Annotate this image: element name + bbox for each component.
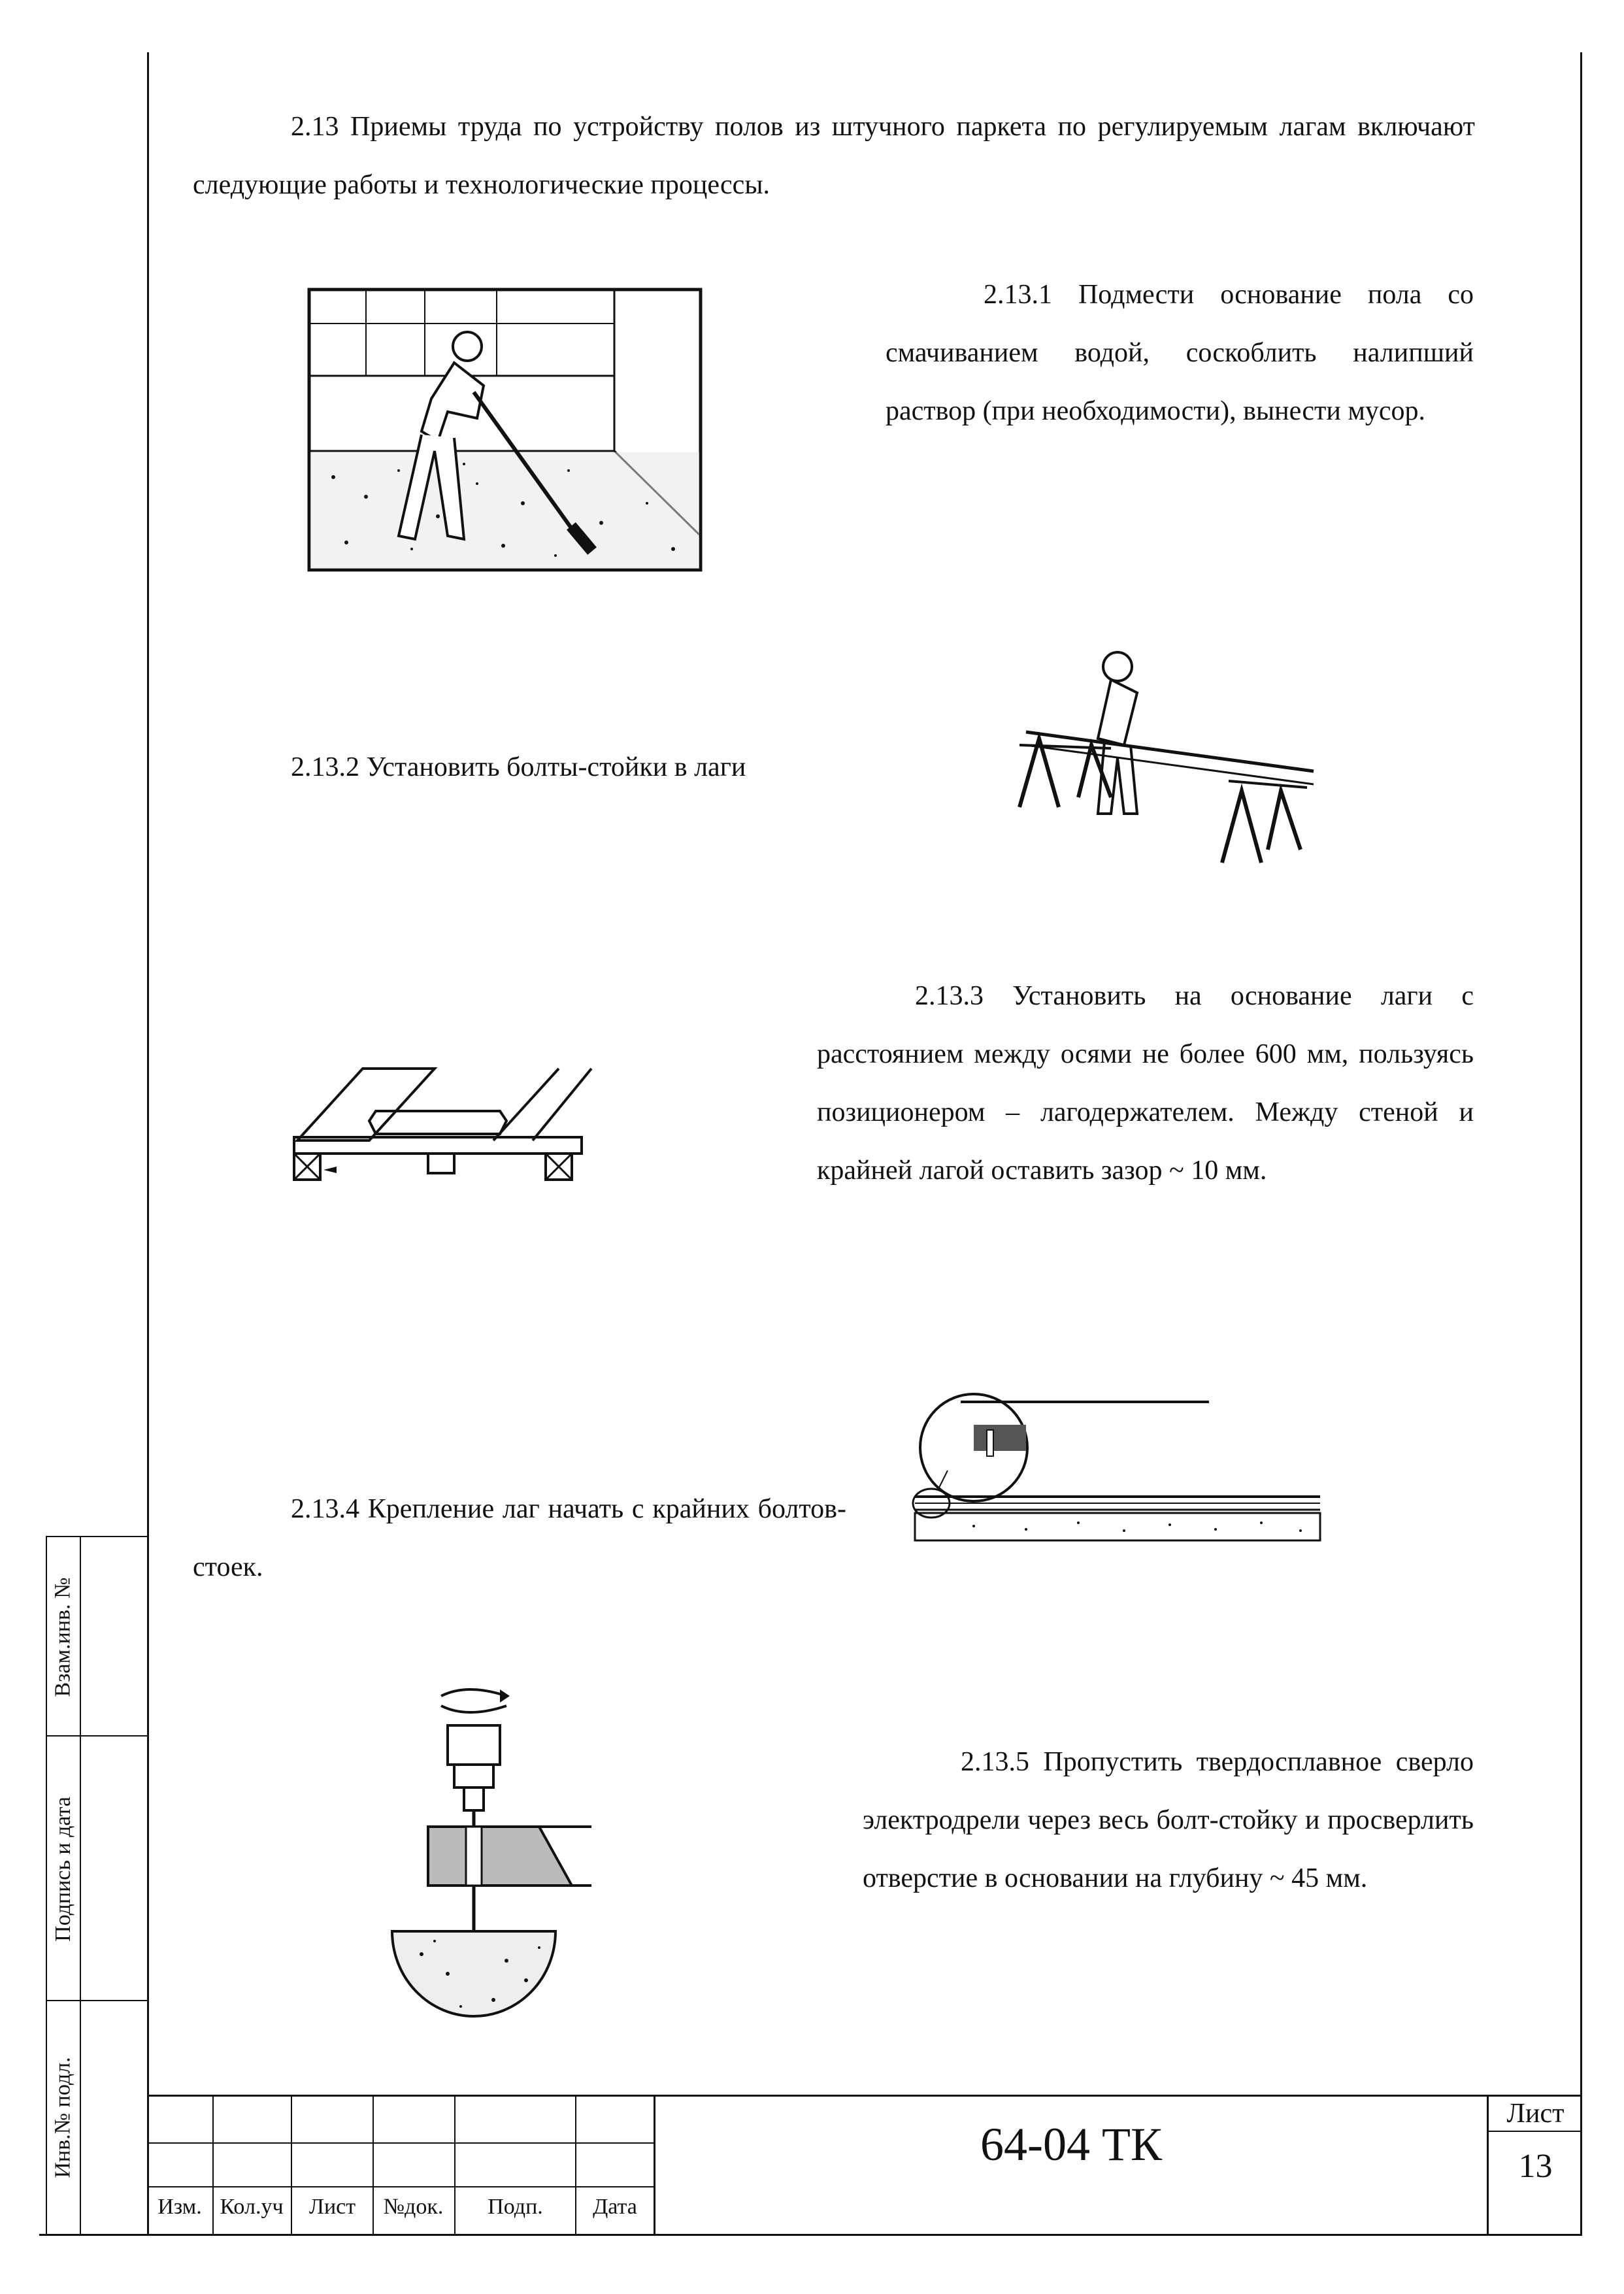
side-stamp-divider-2: [46, 2000, 148, 2001]
step-1-text: 2.13.1 Подмести основание пола со смачиванием водой, соскоблить налипший раствор (при необходимости), вынести мусор.: [886, 280, 1474, 426]
sheet-label: Лист: [1506, 2099, 1565, 2129]
frame-bottom-border: [39, 2234, 1582, 2236]
sheet-number: 13: [1518, 2148, 1553, 2185]
side-stamp-inv: Инв.№ подл.: [51, 2057, 76, 2178]
side-stamp-vzam: Взам.инв. №: [51, 1577, 76, 1697]
worker-sweeping-floor-illustration: [307, 288, 703, 572]
joist-section-illustration: [908, 1392, 1327, 1555]
joist-positioner-illustration: [284, 1056, 614, 1186]
step-5-text: 2.13.5 Пропустить твердосплавное сверло электродрели через весь болт-стойку и просверлить отверстие в основании на глубину ~ 45 мм.: [863, 1747, 1474, 1893]
step-3-text: 2.13.3 Установить на основание лаги с расстоянием между осями не более 600 мм, пользуясь позиционером – лагодержателем. Между стеной и крайней лагой оставить зазор ~ 10 мм.: [817, 981, 1474, 1186]
title-block-top-line: [147, 2095, 1582, 2097]
document-code: 64-04 ТК: [980, 2118, 1162, 2170]
column-izm: Изм.: [157, 2195, 202, 2219]
side-stamp-top-line: [46, 1536, 148, 1537]
column-podp: Подп.: [488, 2195, 543, 2219]
column-list: Лист: [308, 2195, 356, 2219]
column-ndok: №док.: [383, 2195, 444, 2219]
drill-through-bolt-illustration: [382, 1680, 598, 2029]
intro-paragraph: 2.13 Приемы труда по устройству полов из штучного паркета по регулируемым лагам включают следующие работы и технологические процессы.: [193, 112, 1475, 200]
column-kol-uch: Кол.уч: [220, 2195, 284, 2219]
title-block-row-line-1: [147, 2142, 654, 2144]
step-2-text: 2.13.2 Установить болты-стойки в лаги: [291, 752, 746, 782]
frame-left-border: [147, 52, 149, 2235]
side-stamp-divider-1: [46, 1735, 148, 1737]
worker-at-sawhorses-illustration: [1006, 640, 1327, 873]
step-4-text: 2.13.4 Крепление лаг начать с крайних болтов-стоек.: [193, 1494, 846, 1582]
side-stamp-podpis: Подпись и дата: [51, 1797, 75, 1942]
title-block-row-line-2: [147, 2186, 654, 2187]
frame-right-border: [1580, 52, 1582, 2235]
title-block-sheet-line: [1487, 2131, 1582, 2132]
column-data: Дата: [593, 2195, 637, 2219]
